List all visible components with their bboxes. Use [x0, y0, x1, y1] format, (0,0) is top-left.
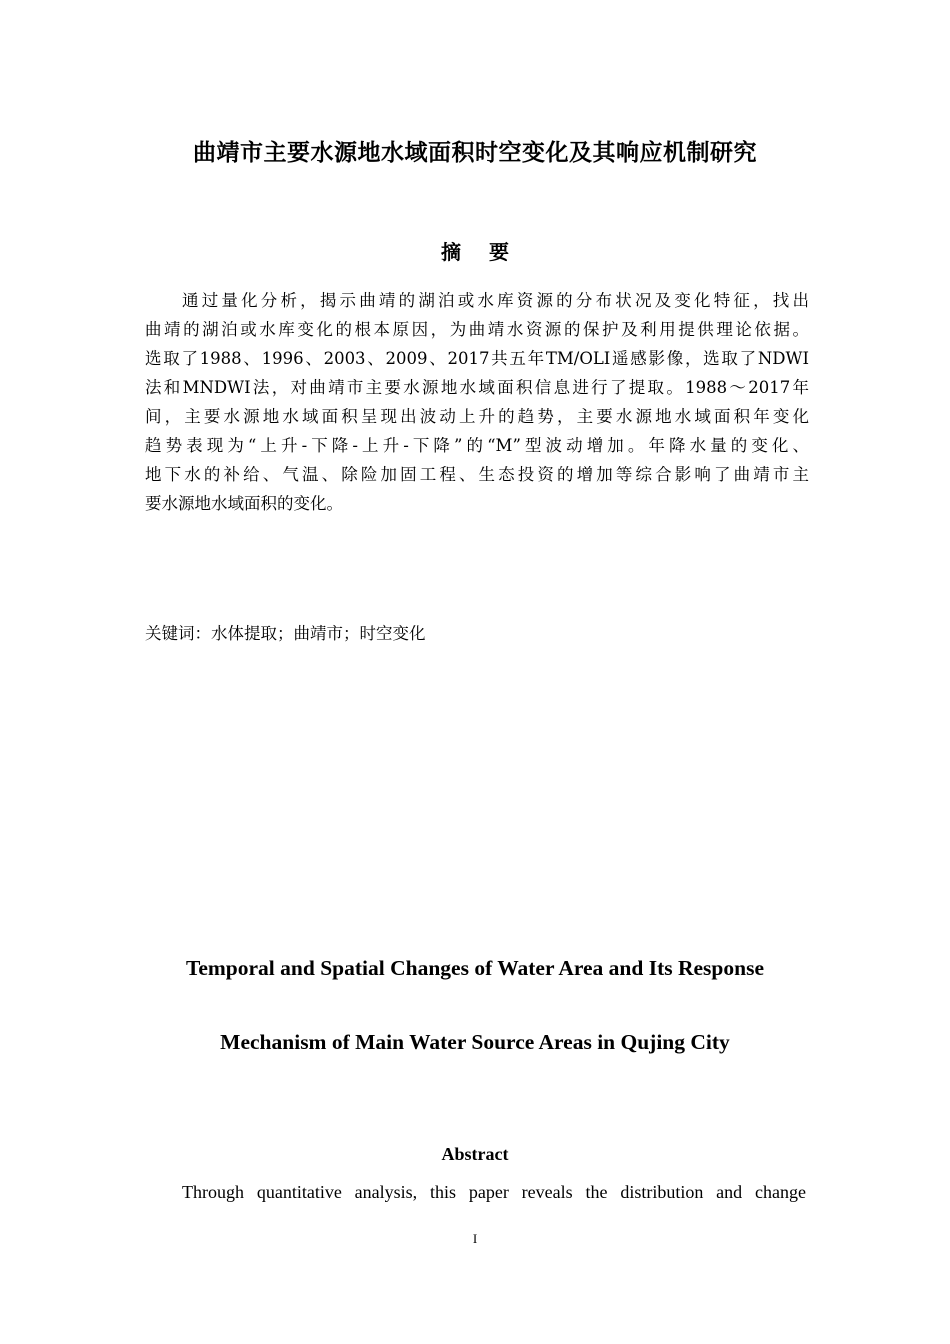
chinese-abstract-body — [145, 286, 809, 518]
english-abstract-heading: Abstract — [441, 1144, 509, 1164]
abstract-line: 地下水的补给、气温、除险加固工程、生态投资的增加等综合影响了曲靖市主 — [145, 465, 809, 484]
english-title-line-2: Mechanism of Main Water Source Areas in Qujing City — [220, 1030, 730, 1054]
page-number: I — [472, 1231, 478, 1246]
keywords-text: 水体提取；曲靖市；时空变化 — [211, 624, 426, 643]
keywords-label: 关键词： — [145, 624, 211, 643]
abstract-line: 要水源地水域面积的变化。 — [145, 494, 343, 513]
chinese-keywords — [145, 620, 426, 644]
abstract-line: 趋势表现为“上升-下降-上升-下降”的“M”型波动增加。年降水量的变化、 — [145, 436, 809, 455]
chinese-abstract-heading — [0, 236, 950, 265]
abstract-line: 法和MNDWI法，对曲靖市主要水源地水域面积信息进行了提取。1988～2017年 — [145, 378, 809, 397]
abstract-heading-char-2: 要 — [489, 240, 509, 264]
abstract-line: 间，主要水源地水域面积呈现出波动上升的趋势，主要水源地水域面积年变化 — [145, 407, 809, 426]
abstract-line: 选取了1988、1996、2003、2009、2017共五年TM/OLI遥感影像，选取了NDWI — [145, 349, 809, 368]
abstract-line: 曲靖的湖泊或水库变化的根本原因，为曲靖水资源的保护及利用提供理论依据。 — [145, 320, 809, 339]
english-title-line-1: Temporal and Spatial Changes of Water Area and Its Response — [185, 956, 764, 980]
abstract-line: 通过量化分析，揭示曲靖的湖泊或水库资源的分布状况及变化特征，找出 — [182, 291, 809, 310]
chinese-title: 曲靖市主要水源地水域面积时空变化及其响应机制研究 — [193, 140, 757, 166]
abstract-heading-char-1: 摘 — [441, 240, 461, 264]
english-abstract-body: Through quantitative analysis, this paper reveals the distribution and change — [182, 1182, 806, 1202]
